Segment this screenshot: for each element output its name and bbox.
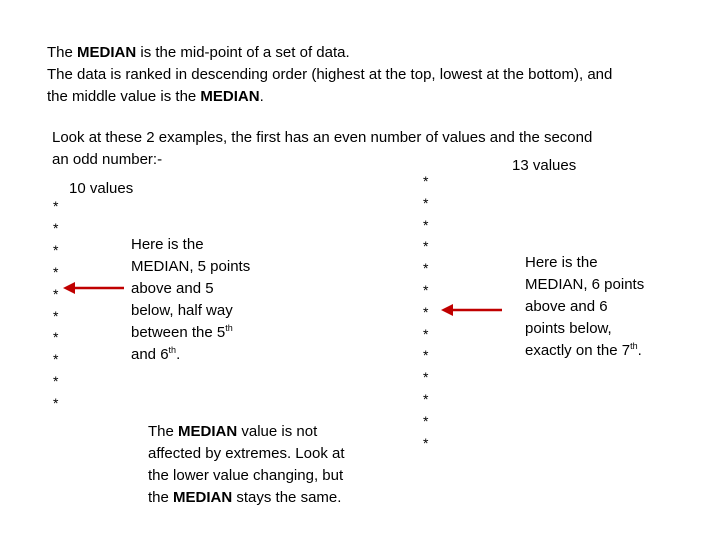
data-point-star: * (53, 351, 59, 368)
right-example-label: 13 values (512, 157, 577, 174)
data-point-star: * (423, 434, 429, 451)
data-point-star: * (53, 241, 59, 258)
data-point-star: * (423, 238, 429, 255)
data-point-star: * (423, 347, 429, 364)
data-point-star: * (53, 285, 59, 302)
data-point-star: * (423, 303, 429, 320)
data-point-star: * (423, 412, 429, 429)
data-point-star: * (53, 373, 59, 390)
intro-line-1: The MEDIAN is the mid-point of a set of data. (47, 44, 350, 61)
data-point-star: * (423, 216, 429, 233)
data-point-star: * (423, 391, 429, 407)
data-point-star: * (423, 260, 429, 277)
data-point-star: * (53, 329, 59, 346)
left-median-annotation: Here is the MEDIAN, 5 points above and 5 below, half way between the 5th and 6th. (131, 236, 251, 363)
left-median-arrow (62, 280, 126, 296)
extremes-note: The MEDIAN value is not affected by extremes. Look at the lower value changing, but the MEDIAN stays the same. (148, 423, 345, 506)
right-median-annotation: Here is the MEDIAN, 6 points above and 6 points below, exactly on the 7th. (525, 254, 645, 359)
data-point-star: * (423, 369, 429, 386)
data-point-star: * (423, 173, 429, 189)
data-point-star: * (53, 198, 59, 214)
data-point-star: * (423, 282, 429, 298)
data-point-star: * (53, 219, 59, 236)
intro-line-3: the middle value is the MEDIAN. (47, 88, 264, 105)
left-example-label: 10 values (69, 180, 134, 197)
data-point-star: * (53, 263, 59, 280)
intro-line-2: The data is ranked in descending order (highest at the top, lowest at the bottom), and (47, 66, 613, 83)
examples-line-1: Look at these 2 examples, the first has an even number of values and the second (52, 129, 593, 146)
data-point-star: * (53, 307, 59, 324)
examples-line-2: an odd number:- (52, 151, 163, 168)
data-point-star: * (53, 395, 59, 412)
right-median-arrow (440, 302, 504, 318)
data-point-star: * (423, 194, 429, 211)
intro-paragraph (47, 42, 612, 108)
data-point-star: * (423, 325, 429, 342)
